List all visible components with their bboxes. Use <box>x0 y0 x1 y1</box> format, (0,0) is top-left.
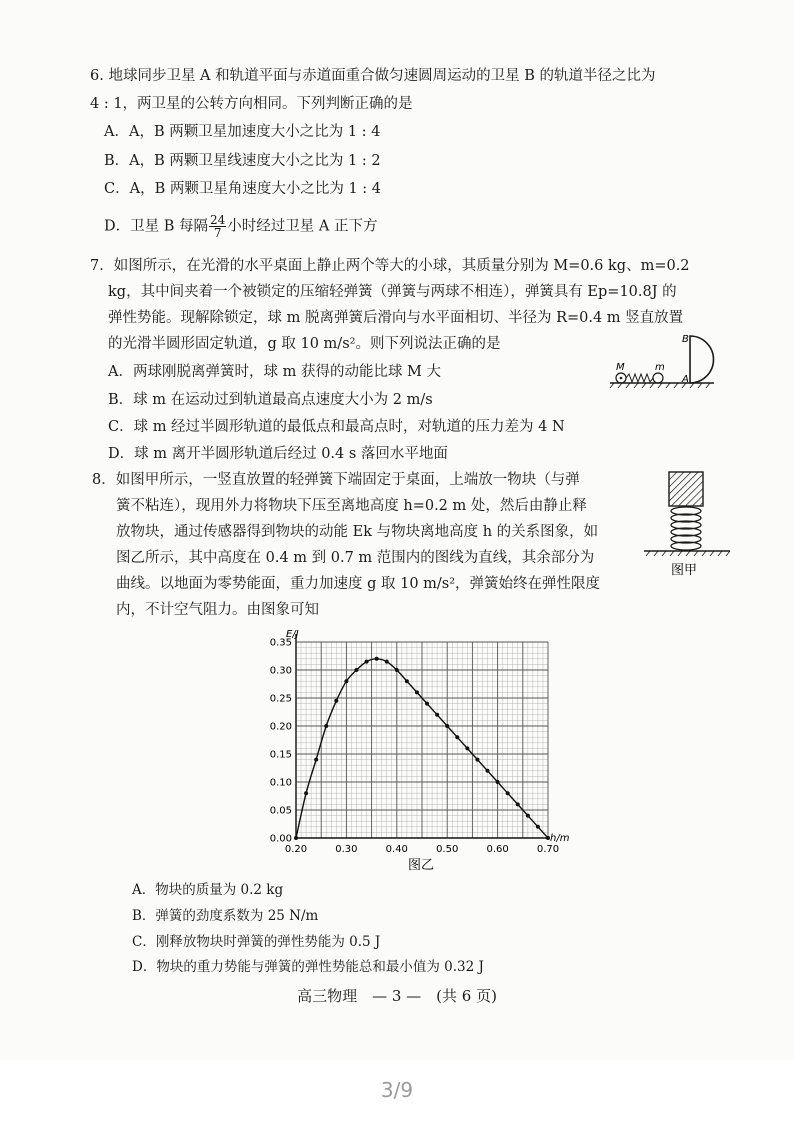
semicircle-track <box>690 336 714 383</box>
label-M: M <box>616 362 625 373</box>
ball-small-m <box>653 373 663 383</box>
spring-icon <box>626 374 653 382</box>
q8-stem-line2: 簧不粘连），现用外力将物块下压至离地高度 h=0.2 m 处，然后由静止释 <box>116 498 587 514</box>
q8-option-d: D．物块的重力势能与弹簧的弹性势能总和最小值为 0.32 J <box>132 959 484 975</box>
data-point <box>506 791 510 795</box>
data-point <box>294 836 298 840</box>
label-A: A <box>682 374 689 385</box>
page-footer: 高三物理 — 3 — (共 6 页) <box>297 987 497 1005</box>
q6-option-d-post: 小时经过卫星 A 正下方 <box>227 218 378 235</box>
data-point <box>486 769 490 773</box>
x-tick-label: 0.20 <box>284 844 308 855</box>
figure-yi-chart <box>256 628 570 878</box>
q8-stem-line5: 曲线。以地面为零势能面，重力加速度 g 取 10 m/s²，弹簧始终在弹性限度 <box>116 576 601 592</box>
page-indicator: 3/9 <box>380 1078 414 1102</box>
data-point <box>526 814 530 818</box>
q7-figure <box>606 330 726 392</box>
data-point <box>425 702 429 706</box>
data-point <box>415 690 419 694</box>
data-point <box>354 668 358 672</box>
y-axis-label: E/J <box>286 629 299 640</box>
data-point <box>385 660 389 664</box>
figure-jia-caption: 图甲 <box>671 563 698 578</box>
q6-option-d <box>104 214 377 239</box>
q7-stem-line2: kg，其中间夹着一个被锁定的压缩轻弹簧（弹簧与两球不相连），弹簧具有 Ep=10.8J 的 <box>108 284 677 300</box>
x-tick-label: 0.70 <box>536 844 560 855</box>
q8-option-c: C．刚释放物块时弹簧的弹性势能为 0.5 J <box>132 934 381 950</box>
q8-stem-line6: 内，不计空气阻力。由图象可知 <box>116 602 319 618</box>
figure-yi-caption: 图乙 <box>408 858 435 873</box>
block-icon <box>669 472 703 506</box>
x-tick-label: 0.30 <box>335 844 358 855</box>
y-tick-label: 0.25 <box>269 693 292 705</box>
data-point <box>475 758 479 762</box>
q6-option-b: B．A，B 两颗卫星线速度大小之比为 1 : 2 <box>104 153 381 169</box>
q7-stem-line4: 的光滑半圆形固定轨道，g 取 10 m/s²。则下列说法正确的是 <box>108 336 501 352</box>
data-point <box>405 679 409 683</box>
data-point <box>445 724 449 728</box>
data-point <box>375 657 379 661</box>
q6-stem-line2: 4 : 1，两卫星的公转方向相同。下列判断正确的是 <box>90 96 413 112</box>
data-point <box>536 825 540 829</box>
q6-stem-line1: 6. 地球同步卫星 A 和轨道平面与赤道面重合做匀速圆周运动的卫星 B 的轨道半径之比为 <box>90 68 656 84</box>
fraction-denominator: 7 <box>213 226 222 240</box>
data-point <box>516 802 520 806</box>
data-point <box>465 746 469 750</box>
q8-option-b: B．弹簧的劲度系数为 25 N/m <box>132 908 319 924</box>
y-tick-label: 0.00 <box>269 833 292 845</box>
data-point <box>365 660 369 664</box>
x-tick-label: 0.40 <box>385 844 408 855</box>
q7-option-a: A．两球刚脱离弹簧时，球 m 获得的动能比球 M 大 <box>108 364 442 380</box>
data-point <box>334 699 338 703</box>
data-point <box>435 713 439 717</box>
data-point <box>344 679 348 683</box>
q8-stem-line4: 图乙所示，其中高度在 0.4 m 到 0.7 m 范围内的图线为直线，其余部分为 <box>116 550 595 566</box>
y-tick-label: 0.20 <box>269 721 292 733</box>
data-point <box>496 780 500 784</box>
y-tick-label: 0.05 <box>269 805 292 817</box>
data-point <box>324 724 328 728</box>
q7-option-b: B．球 m 在运动过到轨道最高点速度大小为 2 m/s <box>108 392 433 408</box>
data-point <box>304 791 308 795</box>
label-m: m <box>655 362 665 373</box>
y-tick-label: 0.30 <box>269 665 292 677</box>
y-tick-label: 0.15 <box>269 749 292 761</box>
q6-option-c: C．A，B 两颗卫星角速度大小之比为 1 : 4 <box>104 181 381 197</box>
x-tick-labels <box>285 844 559 855</box>
label-B: B <box>682 334 689 345</box>
q6-option-a: A．A，B 两颗卫星加速度大小之比为 1 : 4 <box>104 124 381 140</box>
y-tick-label: 0.35 <box>269 637 292 649</box>
data-point <box>455 735 459 739</box>
q8-stem-line3: 放物块，通过传感器得到物块的动能 Ek 与物块离地高度 h 的关系图象，如 <box>116 524 599 540</box>
figure-jia <box>638 468 738 580</box>
vertical-spring-icon <box>671 507 701 550</box>
q6-option-d-fraction <box>209 214 226 239</box>
fraction-numerator: 24 <box>210 213 226 227</box>
q6-option-d-pre: D．卫星 B 每隔 <box>104 218 208 235</box>
data-point <box>395 668 399 672</box>
q7-stem-line3: 弹性势能。现解除锁定，球 m 脱离弹簧后滑向与水平面相切、半径为 R=0.4 m 竖直放置 <box>108 310 684 326</box>
x-axis-label: h/m <box>550 833 570 844</box>
chart-major-grid <box>296 642 548 838</box>
q7-stem-line1: 7．如图所示，在光滑的水平桌面上静止两个等大的小球，其质量分别为 M=0.6 kg、m=0.2 <box>90 258 690 274</box>
x-tick-label: 0.60 <box>486 844 509 855</box>
q7-option-c: C．球 m 经过半圆形轨道的最低点和最高点时，对轨道的压力差为 4 N <box>108 419 565 435</box>
q8-option-a: A．物块的质量为 0.2 kg <box>132 882 284 898</box>
y-tick-label: 0.10 <box>269 777 292 789</box>
y-tick-labels <box>270 638 292 845</box>
q7-option-d: D．球 m 离开半圆形轨道后经过 0.4 s 落回水平地面 <box>108 446 448 462</box>
q8-stem-line1: 8．如图甲所示，一竖直放置的轻弹簧下端固定于桌面，上端放一物块（与弹 <box>92 472 580 488</box>
x-tick-label: 0.50 <box>436 844 459 855</box>
data-point <box>314 758 318 762</box>
